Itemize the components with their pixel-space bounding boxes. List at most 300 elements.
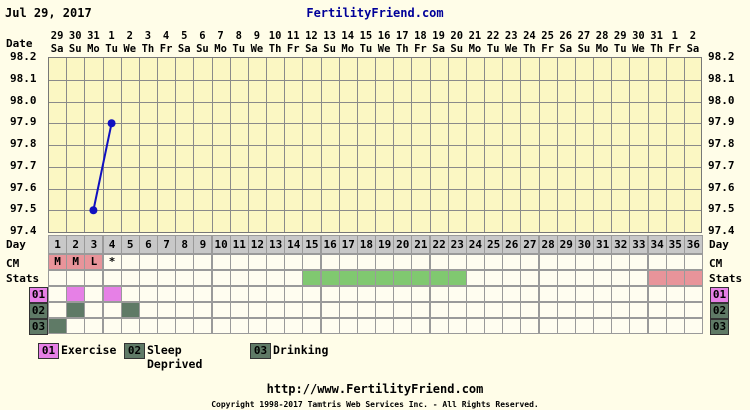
temperature-line (93, 123, 111, 210)
cycle-day-cell[interactable]: 13 (266, 235, 285, 254)
weekday-label: Mo (214, 43, 227, 55)
row-cell[interactable] (430, 302, 449, 318)
cycle-day-cell[interactable]: 4 (103, 235, 122, 254)
stats-pink-cell[interactable] (648, 270, 667, 286)
weekday-label: We (504, 43, 518, 55)
date-number: 16 (377, 30, 391, 42)
row-cell[interactable] (248, 318, 267, 334)
cm-cell[interactable] (302, 254, 321, 270)
cm-flow-cell[interactable]: M (66, 254, 85, 270)
row-cell[interactable] (121, 286, 140, 302)
weekday-label: Fr (159, 43, 173, 55)
stats-pink-cell[interactable] (666, 270, 685, 286)
cm-cell[interactable] (375, 254, 394, 270)
y-tick-label: 97.4 (10, 224, 37, 237)
weekday-label: Tu (105, 43, 118, 55)
y-tick-label: 98.1 (10, 71, 37, 85)
stats-green-cell[interactable] (339, 270, 358, 286)
date-number: 2 (689, 30, 697, 42)
row-cell[interactable] (448, 286, 467, 302)
weekday-label: Fr (668, 43, 682, 55)
date-number: 30 (68, 30, 82, 42)
stats-cell[interactable] (48, 270, 67, 286)
row-cell[interactable] (339, 286, 358, 302)
stats-cell[interactable] (84, 270, 103, 286)
row-code-right-02: 02 (710, 303, 729, 319)
row-cell[interactable] (84, 286, 103, 302)
cm-cell[interactable] (193, 254, 212, 270)
row-cell[interactable] (539, 318, 558, 334)
cycle-day-cell[interactable]: 21 (411, 235, 430, 254)
weekday-label: Fr (414, 43, 427, 55)
row-cell[interactable] (230, 286, 249, 302)
cm-cell[interactable] (230, 254, 249, 270)
stats-cell[interactable] (629, 270, 648, 286)
cm-cell[interactable] (411, 254, 430, 270)
row-cell[interactable] (357, 318, 376, 334)
row-cell[interactable] (157, 302, 176, 318)
cm-cell[interactable] (502, 254, 521, 270)
stats-cell[interactable] (520, 270, 539, 286)
row-cell[interactable] (411, 318, 430, 334)
cm-cell[interactable] (593, 254, 612, 270)
weekday-label: Th (650, 43, 663, 55)
weekday-label: Th (395, 43, 409, 55)
row-cell[interactable] (611, 286, 630, 302)
cycle-day-cell[interactable]: 3 (84, 235, 103, 254)
row-cell[interactable] (684, 286, 703, 302)
cycle-day-cell[interactable]: 22 (430, 235, 449, 254)
date-number: 4 (162, 30, 170, 42)
row-cell[interactable] (484, 318, 503, 334)
stats-cell[interactable] (139, 270, 158, 286)
row-cell[interactable] (611, 318, 630, 334)
weekday-label: Tu (359, 43, 373, 55)
cm-cell[interactable] (484, 254, 503, 270)
row-cell[interactable] (248, 302, 267, 318)
cm-cell[interactable] (339, 254, 358, 270)
row-cell[interactable] (302, 318, 321, 334)
cm-cell[interactable] (284, 254, 303, 270)
row-cell[interactable] (593, 302, 612, 318)
y-tick-label-right: 97.7 (708, 158, 735, 172)
legend-swatch-01: 01 (38, 343, 59, 359)
weekday-label: Su (196, 43, 209, 55)
cycle-day-cell[interactable]: 5 (121, 235, 140, 254)
cycle-day-cell[interactable]: 33 (629, 235, 648, 254)
row-cell[interactable] (539, 302, 558, 318)
date-number: 22 (486, 30, 500, 42)
row-cell[interactable] (284, 302, 303, 318)
date-number: 31 (87, 30, 100, 42)
stats-cell[interactable] (193, 270, 212, 286)
row-cell[interactable] (539, 286, 558, 302)
cycle-day-cell[interactable]: 15 (302, 235, 321, 254)
row-cell[interactable] (139, 318, 158, 334)
cycle-day-cell[interactable]: 17 (339, 235, 358, 254)
stats-green-cell[interactable] (411, 270, 430, 286)
cm-flow-cell[interactable]: M (48, 254, 67, 270)
cycle-day-cell[interactable]: 11 (230, 235, 249, 254)
cm-flow-cell[interactable]: L (84, 254, 103, 270)
date-number: 30 (632, 30, 645, 42)
stats-green-cell[interactable] (375, 270, 394, 286)
row-cell[interactable] (557, 302, 576, 318)
cycle-day-cell[interactable]: 8 (175, 235, 194, 254)
y-tick-label-right: 97.8 (708, 137, 735, 150)
row-cell[interactable] (175, 318, 194, 334)
row-cell[interactable] (557, 318, 576, 334)
stats-cell[interactable] (121, 270, 140, 286)
cycle-day-cell[interactable]: 6 (139, 235, 158, 254)
cycle-day-cell[interactable]: 10 (212, 235, 231, 254)
row-cell[interactable] (121, 318, 140, 334)
cycle-day-cell[interactable]: 27 (520, 235, 539, 254)
weekday-label: Su (68, 43, 82, 55)
row-cell[interactable] (448, 302, 467, 318)
date-number: 18 (414, 30, 427, 42)
stats-cell[interactable] (284, 270, 303, 286)
row-filled-cell[interactable] (103, 286, 122, 302)
row-cell[interactable] (230, 318, 249, 334)
footer-url[interactable]: http://www.FertilityFriend.com (266, 382, 484, 396)
row-cell[interactable] (430, 286, 449, 302)
row-cell[interactable] (502, 302, 521, 318)
cycle-day-cell[interactable]: 7 (157, 235, 176, 254)
row-cell[interactable] (339, 318, 358, 334)
row-cell[interactable] (520, 318, 539, 334)
weekday-label: Tu (613, 43, 627, 55)
cycle-day-cell[interactable]: 1 (48, 235, 67, 254)
stats-green-cell[interactable] (321, 270, 340, 286)
row-cell[interactable] (575, 302, 594, 318)
cycle-day-cell[interactable]: 24 (466, 235, 485, 254)
row-cell[interactable] (666, 302, 685, 318)
date-row-label: Date (6, 37, 33, 50)
row-cell[interactable] (466, 286, 485, 302)
stats-cell[interactable] (484, 270, 503, 286)
cycle-day-cell[interactable]: 28 (539, 235, 558, 254)
row-cell[interactable] (66, 318, 85, 334)
cm-cell[interactable] (629, 254, 648, 270)
stats-green-cell[interactable] (357, 270, 376, 286)
row-cell[interactable] (321, 286, 340, 302)
legend-label: Exercise (61, 343, 117, 357)
row-cell[interactable] (593, 286, 612, 302)
row-cell[interactable] (321, 318, 340, 334)
stats-cell[interactable] (466, 270, 485, 286)
cm-cell[interactable] (321, 254, 340, 270)
cm-cell[interactable] (466, 254, 485, 270)
row-cell[interactable] (611, 302, 630, 318)
cycle-day-cell[interactable]: 23 (448, 235, 467, 254)
row-cell[interactable] (48, 302, 67, 318)
date-number: 12 (305, 30, 318, 42)
row-cell[interactable] (684, 302, 703, 318)
date-number: 15 (359, 30, 373, 42)
stats-cell[interactable] (502, 270, 521, 286)
row-cell[interactable] (139, 302, 158, 318)
cycle-day-cell[interactable]: 20 (393, 235, 412, 254)
date-number: 11 (286, 30, 300, 42)
row-cell[interactable] (175, 302, 194, 318)
row-cell[interactable] (193, 318, 212, 334)
row-cell[interactable] (593, 318, 612, 334)
cycle-day-cell[interactable]: 18 (357, 235, 376, 254)
y-tick-label: 98.0 (10, 93, 37, 107)
row-cell[interactable] (139, 286, 158, 302)
cm-row-label-right: CM (709, 257, 723, 270)
row-cell[interactable] (648, 286, 667, 302)
weekday-label: We (632, 43, 645, 55)
row-cell[interactable] (266, 286, 285, 302)
legend-swatch-02: 02 (124, 343, 145, 359)
row-code-right-01: 01 (710, 287, 729, 303)
cm-cell[interactable] (393, 254, 412, 270)
cycle-day-cell[interactable]: 19 (375, 235, 394, 254)
weekday-label: We (250, 43, 264, 55)
cycle-day-cell[interactable]: 9 (193, 235, 212, 254)
cm-cell[interactable] (175, 254, 194, 270)
cm-cell[interactable] (666, 254, 685, 270)
cycle-day-cell[interactable]: 35 (666, 235, 685, 254)
row-cell[interactable] (48, 286, 67, 302)
cycle-day-cell[interactable]: 36 (684, 235, 703, 254)
row-cell[interactable] (212, 318, 231, 334)
cm-cell[interactable] (157, 254, 176, 270)
row-cell[interactable] (284, 318, 303, 334)
cycle-day-cell[interactable]: 30 (575, 235, 594, 254)
row-cell[interactable] (103, 318, 122, 334)
row-cell[interactable] (520, 302, 539, 318)
date-number: 6 (199, 30, 206, 42)
site-title[interactable]: FertilityFriend.com (306, 6, 444, 20)
stats-cell[interactable] (593, 270, 612, 286)
y-tick-label: 97.9 (10, 115, 37, 129)
row-cell[interactable] (466, 318, 485, 334)
stats-cell[interactable] (575, 270, 594, 286)
cm-cell[interactable] (248, 254, 267, 270)
row-cell[interactable] (284, 286, 303, 302)
cycle-day-cell[interactable]: 2 (66, 235, 85, 254)
stats-cell[interactable] (175, 270, 194, 286)
y-tick-label-right: 97.9 (708, 115, 735, 129)
stats-row-label: Stats (6, 272, 40, 285)
weekday-label: Mo (595, 43, 609, 55)
stats-cell[interactable] (212, 270, 231, 286)
cm-cell[interactable]: * (103, 254, 122, 270)
row-cell[interactable] (411, 286, 430, 302)
row-code-03: 03 (29, 319, 48, 335)
cycle-day-cell[interactable]: 16 (321, 235, 340, 254)
stats-cell[interactable] (266, 270, 285, 286)
cycle-day-cell[interactable]: 29 (557, 235, 576, 254)
weekday-label: Su (323, 43, 336, 55)
weekday-label: Th (141, 43, 155, 55)
stats-cell[interactable] (248, 270, 267, 286)
row-cell[interactable] (393, 318, 412, 334)
row-cell[interactable] (266, 318, 285, 334)
cycle-day-cell[interactable]: 34 (648, 235, 667, 254)
row-cell[interactable] (193, 302, 212, 318)
stats-green-cell[interactable] (393, 270, 412, 286)
date-number: 29 (613, 30, 627, 42)
stats-green-cell[interactable] (302, 270, 321, 286)
cycle-day-cell[interactable]: 26 (502, 235, 521, 254)
stats-cell[interactable] (539, 270, 558, 286)
date-number: 21 (468, 30, 482, 42)
row-cell[interactable] (357, 286, 376, 302)
legend-label: Drinking (273, 343, 329, 357)
date-number: 23 (504, 30, 518, 42)
weekday-label: Sa (305, 43, 318, 55)
row-filled-cell[interactable] (66, 302, 85, 318)
row-cell[interactable] (84, 302, 103, 318)
row-cell[interactable] (393, 302, 412, 318)
y-tick-label-right: 98.2 (708, 50, 735, 63)
row-cell[interactable] (157, 318, 176, 334)
row-cell[interactable] (648, 302, 667, 318)
date-number: 5 (181, 30, 188, 42)
row-cell[interactable] (339, 302, 358, 318)
cm-cell[interactable] (357, 254, 376, 270)
cycle-day-cell[interactable]: 31 (593, 235, 612, 254)
y-tick-label: 97.7 (10, 158, 37, 172)
row-cell[interactable] (629, 286, 648, 302)
row-cell[interactable] (684, 318, 703, 334)
cm-cell[interactable] (575, 254, 594, 270)
row-cell[interactable] (411, 302, 430, 318)
day-row-label: Day (6, 238, 26, 251)
row-cell[interactable] (484, 286, 503, 302)
date-number: 27 (577, 30, 591, 42)
cm-cell[interactable] (611, 254, 630, 270)
row-cell[interactable] (502, 286, 521, 302)
date-number: 1 (108, 30, 115, 42)
temperature-point[interactable] (89, 206, 97, 214)
row-cell[interactable] (629, 318, 648, 334)
row-cell[interactable] (520, 286, 539, 302)
cm-cell[interactable] (139, 254, 158, 270)
date-number: 1 (671, 30, 678, 42)
row-cell[interactable] (375, 302, 394, 318)
row-cell[interactable] (666, 318, 685, 334)
stats-green-cell[interactable] (448, 270, 467, 286)
weekday-label: Tu (486, 43, 500, 55)
weekday-label: We (123, 43, 137, 55)
weekday-label: Su (450, 43, 464, 55)
temperature-point[interactable] (108, 119, 116, 127)
row-cell[interactable] (212, 302, 231, 318)
weekday-label: Sa (686, 43, 700, 55)
weekday-label: Sa (559, 43, 573, 55)
row-cell[interactable] (484, 302, 503, 318)
row-filled-cell[interactable] (66, 286, 85, 302)
row-cell[interactable] (175, 286, 194, 302)
stats-green-cell[interactable] (430, 270, 449, 286)
row-cell[interactable] (502, 318, 521, 334)
y-tick-label: 97.8 (10, 137, 37, 150)
row-cell[interactable] (430, 318, 449, 334)
row-cell[interactable] (193, 286, 212, 302)
cm-cell[interactable] (212, 254, 231, 270)
weekday-label: Th (523, 43, 536, 55)
y-tick-label: 97.6 (10, 180, 37, 194)
row-cell[interactable] (103, 302, 122, 318)
stats-cell[interactable] (557, 270, 576, 286)
row-cell[interactable] (248, 286, 267, 302)
row-cell[interactable] (84, 318, 103, 334)
cycle-day-cell[interactable]: 32 (611, 235, 630, 254)
date-number: 29 (50, 30, 64, 42)
cm-cell[interactable] (121, 254, 140, 270)
stats-cell[interactable] (611, 270, 630, 286)
row-cell[interactable] (375, 318, 394, 334)
date-number: 26 (559, 30, 573, 42)
row-cell[interactable] (557, 286, 576, 302)
y-tick-label-right: 98.0 (708, 93, 735, 107)
stats-pink-cell[interactable] (684, 270, 703, 286)
cm-cell[interactable] (266, 254, 285, 270)
cm-cell[interactable] (448, 254, 467, 270)
date-number: 25 (541, 30, 554, 42)
row-cell[interactable] (157, 286, 176, 302)
cm-cell[interactable] (430, 254, 449, 270)
date-number: 17 (395, 30, 409, 42)
row-cell[interactable] (266, 302, 285, 318)
row-cell[interactable] (302, 302, 321, 318)
weekday-label: Fr (541, 43, 554, 55)
date-number: 9 (253, 30, 261, 42)
stats-cell[interactable] (66, 270, 85, 286)
row-filled-cell[interactable] (48, 318, 67, 334)
row-cell[interactable] (575, 286, 594, 302)
row-filled-cell[interactable] (121, 302, 140, 318)
cycle-day-cell[interactable]: 25 (484, 235, 503, 254)
y-tick-label: 98.2 (10, 50, 37, 63)
row-cell[interactable] (666, 286, 685, 302)
row-cell[interactable] (466, 302, 485, 318)
stats-cell[interactable] (103, 270, 122, 286)
stats-cell[interactable] (230, 270, 249, 286)
row-cell[interactable] (629, 302, 648, 318)
stats-cell[interactable] (157, 270, 176, 286)
row-code-01: 01 (29, 287, 48, 303)
cm-cell[interactable] (520, 254, 539, 270)
row-cell[interactable] (321, 302, 340, 318)
row-cell[interactable] (357, 302, 376, 318)
cycle-day-cell[interactable]: 12 (248, 235, 267, 254)
row-cell[interactable] (648, 318, 667, 334)
row-cell[interactable] (302, 286, 321, 302)
cm-cell[interactable] (557, 254, 576, 270)
row-cell[interactable] (375, 286, 394, 302)
cycle-day-cell[interactable]: 14 (284, 235, 303, 254)
weekday-label: Mo (341, 43, 355, 55)
cm-cell[interactable] (684, 254, 703, 270)
row-cell[interactable] (575, 318, 594, 334)
weekday-label: Su (577, 43, 591, 55)
row-cell[interactable] (212, 286, 231, 302)
row-cell[interactable] (393, 286, 412, 302)
date-number: 31 (650, 30, 663, 42)
row-cell[interactable] (448, 318, 467, 334)
cm-cell[interactable] (648, 254, 667, 270)
cm-cell[interactable] (539, 254, 558, 270)
row-cell[interactable] (230, 302, 249, 318)
date-number: 3 (144, 30, 152, 42)
date-number: 28 (595, 30, 609, 42)
